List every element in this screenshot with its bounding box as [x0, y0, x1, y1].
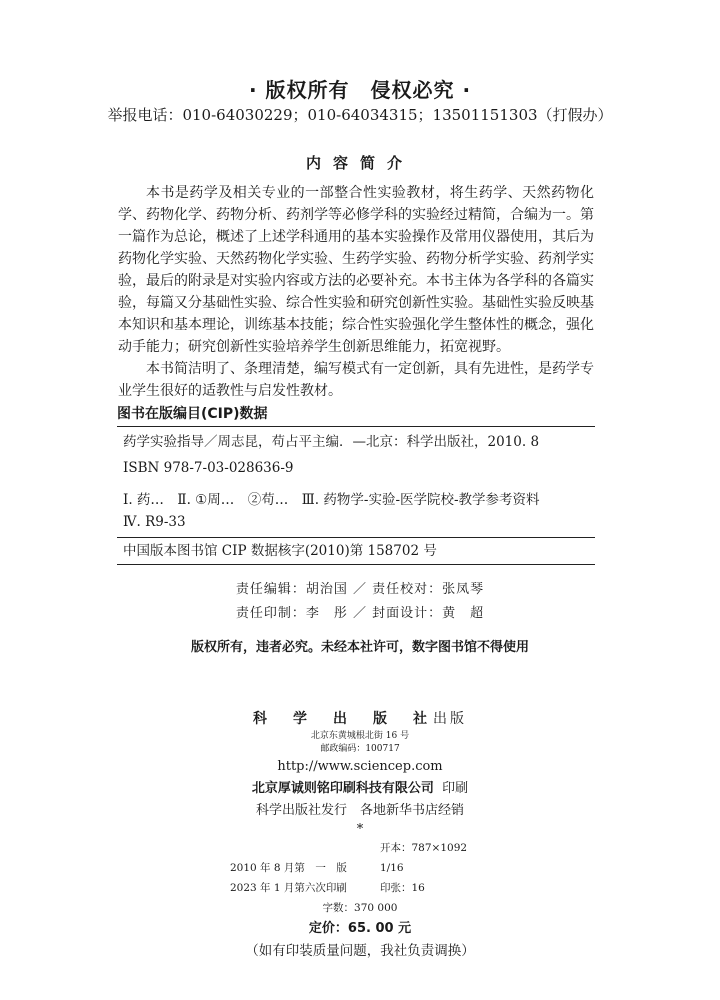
cip-record: 药学实验指导／周志昆，苟占平主编．—北京：科学出版社，2010. 8 [123, 434, 540, 450]
printer-suffix: 印刷 [442, 781, 469, 796]
cip-classification: Ⅰ. 药… Ⅱ. ①周… ②苟… Ⅲ. 药物学-实验-医学院校-教学参考资料 [123, 492, 540, 508]
word-count: 字数：370 000 [322, 902, 398, 914]
printing-line [0, 878, 720, 898]
introduction-paragraph: 本书是药学及相关专业的一部整合性实验教材，将生药学、天然药物化学、药物化学、药物分析、药剂学等必修学科的实验经过精简，合编为一。第一篇作为总论，概述了上述学科通用的基本实验操作及常用仪器使用，其后为药物化学实验、天然药物化学实验、生药学实验、药物分析学实验、药剂学实验，最后的附录是对实验内容或方法的必要补充。本书主体为各学科的各篇实验，每篇又分基础性实验、综合性实验和研究创新性实验。基础性实验反映基本知识和基本理论，训练基本技能；综合性实验强化学生整体性的概念，强化动手能力；研究创新性实验培养学生创新思维能力，拓宽视野。 [118, 185, 594, 355]
divider [117, 564, 595, 565]
publisher-url: http://www.sciencep.com [277, 759, 443, 774]
publisher-suffix: 出版 [433, 711, 467, 727]
introduction-body [118, 182, 594, 402]
rights-notice: 版权所有，违者必究。未经本社许可，数字图书馆不得使用 [190, 640, 529, 655]
book-price: 定价：65. 00 元 [308, 921, 412, 936]
copyright-title: · 版权所有 侵权必究 · [248, 78, 472, 102]
publisher-block [0, 708, 720, 962]
printing-date: 2023 年 1 月第六次印刷 [230, 882, 347, 894]
staff-line: 责任印制：李 彤 ／ 封面设计：黄 超 [235, 606, 485, 621]
edition-date: 2010 年 8 月第 一 版 [230, 862, 347, 874]
return-notice: （如有印装质量问题，我社负责调换） [245, 943, 475, 959]
book-format: 开本：787×1092 1/16 [380, 842, 478, 874]
edition-line [0, 838, 720, 878]
cip-data-block [117, 404, 595, 565]
publisher-name-text: 科 学 出 版 社 [253, 711, 433, 727]
report-hotline: 举报电话：010-64030229；010-64034315；13501151303（打假办） [107, 106, 613, 124]
introduction-title: 内容简介 [305, 154, 414, 172]
cip-isbn: ISBN 978-7-03-028636-9 [123, 460, 294, 476]
cip-classification: Ⅳ. R9-33 [123, 514, 186, 530]
staff-line: 责任编辑：胡治国 ／ 责任校对：张凤琴 [235, 582, 485, 597]
publisher-address: 北京东黄城根北街 16 号 [310, 731, 410, 741]
printer-name: 北京厚诚则铭印刷科技有限公司 [251, 781, 434, 796]
cip-heading: 图书在版编目(CIP)数据 [117, 406, 268, 422]
publisher-postcode: 邮政编码：100717 [320, 744, 400, 754]
printer-line [0, 778, 720, 800]
separator-star: * [356, 822, 364, 837]
cip-verification: 中国版本图书馆 CIP 数据核字(2010)第 158702 号 [123, 543, 437, 559]
publisher-name [0, 708, 720, 730]
printed-sheets: 印张：16 [380, 882, 425, 894]
staff-credits [0, 578, 720, 626]
distribution-line: 科学出版社发行 各地新华书店经销 [255, 803, 464, 818]
introduction-paragraph: 本书简洁明了、条理清楚，编写模式有一定创新，具有先进性，是药学专业学生很好的适教性与启发性教材。 [118, 361, 594, 399]
